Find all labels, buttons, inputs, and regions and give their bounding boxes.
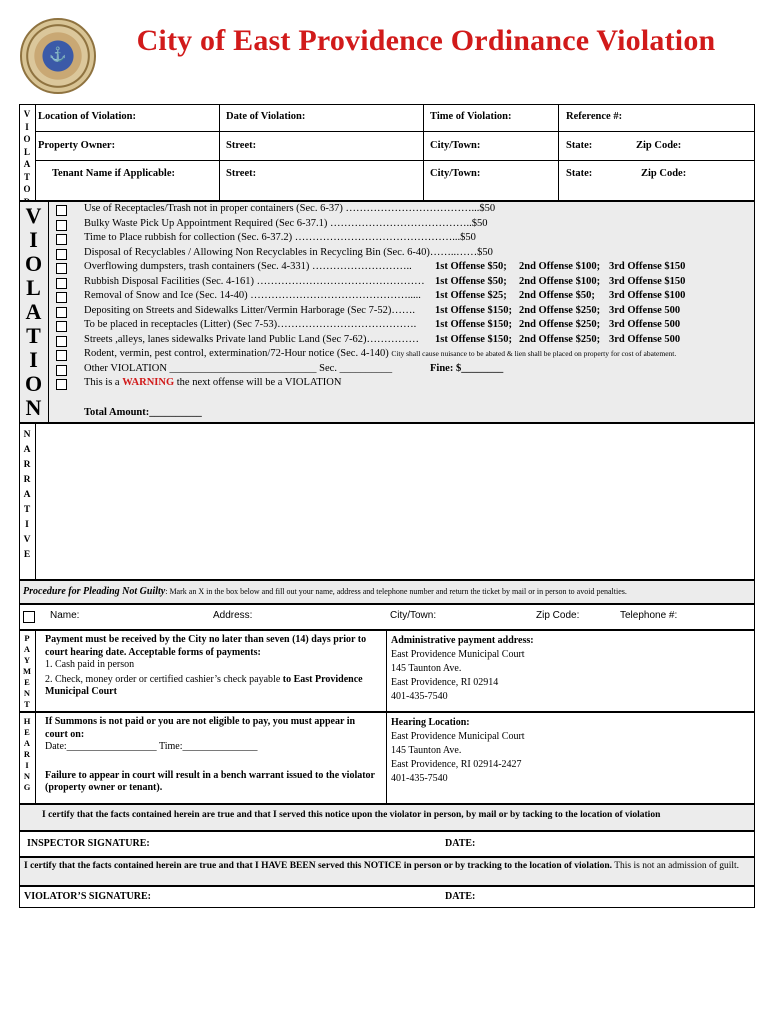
violation-item: [84, 247, 493, 258]
hearing-location-title: Hearing Location:: [391, 717, 470, 728]
plea-city-field[interactable]: City/Town:: [390, 610, 437, 621]
offense-o1: 1st Offense $150;: [435, 319, 512, 330]
hearing-date-time-field[interactable]: Date:__________________ Time:_______________: [45, 741, 258, 752]
procedure-text: [23, 586, 627, 597]
hearing-appear-text: If Summons is not paid or you are not eligible to pay, you must appear in court on:: [45, 716, 356, 740]
vertical-letter: T: [23, 505, 31, 515]
violation-text: Other VIOLATION ____________________________ Sec. __________: [84, 362, 393, 374]
payment-option-cash: 1. Cash paid in person: [45, 659, 135, 670]
hearing-vertical-label: [19, 716, 35, 793]
violation-checkbox[interactable]: [56, 205, 67, 216]
hearing-address-line-2: 145 Taunton Ave.: [391, 745, 462, 756]
inspector-date-field[interactable]: DATE:: [445, 838, 476, 849]
owner-zip-field[interactable]: Zip Code:: [636, 140, 682, 151]
time-of-violation-field[interactable]: Time of Violation:: [430, 111, 512, 122]
offense-o2: 2nd Offense $250;: [519, 304, 601, 316]
violation-checkbox[interactable]: [56, 292, 67, 303]
offense-o1: 1st Offense $50;: [435, 275, 507, 287]
violation-item: [84, 334, 419, 345]
violation-item: [84, 319, 416, 330]
payment-option-check-text: 2. Check, money order or certified cashier’s check payable: [45, 673, 281, 685]
violator-cert-statement: I certify that the facts contained herein are true and that I HAVE BEEN served this NOTICE in person or by tracking to the location of violation.: [24, 861, 613, 871]
payment-deadline-text: Payment must be received by the City no later than seven (14) days prior to court hearing date. Acceptable forms of payments:: [45, 634, 367, 658]
offense-o1: 1st Offense $150;: [435, 333, 512, 345]
vertical-letter: I: [25, 760, 29, 770]
tenant-name-field[interactable]: Tenant Name if Applicable:: [52, 168, 175, 179]
violator-date-field[interactable]: DATE:: [445, 891, 476, 902]
violation-text: This is a: [84, 377, 120, 388]
payment-payee: to East Providence Municipal Court: [45, 673, 363, 697]
violation-text: Streets ,alleys, lanes sidewalks Private land Public Land (Sec 7-62)……………: [84, 333, 420, 345]
violation-text: To be placed in receptacles (Litter) (Sec 7-53)………………………………….: [84, 319, 417, 330]
offense-o1: 1st Offense $150;: [435, 304, 512, 316]
violator-cert-disclaimer: This is not an admission of guilt.: [612, 861, 740, 871]
seal-emblem-icon: ⚓: [49, 48, 67, 63]
payment-vertical-label: [19, 633, 35, 710]
offense-o3: 3rd Offense 500: [609, 304, 681, 316]
violation-checkbox[interactable]: [56, 234, 67, 245]
vertical-letter: L: [23, 146, 30, 157]
vertical-letter: T: [26, 323, 41, 348]
violation-item: [84, 261, 412, 272]
offense-o2: 2nd Offense $100;: [519, 261, 601, 272]
not-guilty-checkbox[interactable]: [23, 611, 35, 623]
vertical-letter: A: [23, 490, 31, 500]
tenant-zip-field[interactable]: Zip Code:: [641, 168, 687, 179]
violation-checkbox[interactable]: [56, 321, 67, 332]
violation-text: Rubbish Disposal Facilities (Sec. 4-161) …………………………………………: [84, 275, 425, 287]
violation-vertical-label: [19, 204, 48, 420]
vertical-letter: L: [26, 275, 41, 300]
vertical-letter: N: [25, 395, 42, 420]
vertical-letter: O: [23, 134, 31, 144]
vertical-letter: T: [23, 171, 30, 182]
plea-telephone-field[interactable]: Telephone #:: [620, 610, 678, 621]
violation-item: [84, 348, 676, 359]
offense-o1: 1st Offense $25;: [435, 290, 507, 301]
fine-field[interactable]: Fine: $________: [430, 362, 504, 374]
procedure-title: Procedure for Pleading Not Guilty: [23, 586, 166, 597]
plea-address-field[interactable]: Address:: [213, 610, 253, 621]
page-title: City of East Providence Ordinance Violation: [136, 24, 716, 57]
offense-o2: 2nd Offense $250;: [519, 333, 601, 345]
offense-o1: 1st Offense $50;: [435, 261, 507, 272]
vertical-letter: I: [29, 347, 38, 372]
vertical-letter: A: [23, 644, 31, 654]
vertical-letter: M: [22, 666, 32, 676]
warning-text: the next offense will be a VIOLATION: [176, 377, 342, 388]
vertical-letter: T: [24, 699, 30, 709]
hearing-address-line-3: East Providence, RI 02914-2427: [391, 759, 522, 770]
vertical-letter: A: [23, 445, 31, 455]
hearing-instructions: [45, 716, 380, 795]
payment-address-line-3: East Providence, RI 02914: [391, 677, 499, 688]
vertical-letter: H: [23, 716, 31, 726]
violation-item: [84, 377, 341, 388]
violation-text: Disposal of Recyclables / Allowing Non Recyclables in Recycling Bin (Sec. 6-40)……..……$50: [84, 246, 493, 258]
vertical-letter: N: [23, 771, 31, 781]
vertical-letter: A: [25, 299, 42, 324]
payment-address-line-1: East Providence Municipal Court: [391, 649, 525, 660]
violator-signature-field[interactable]: VIOLATOR’S SIGNATURE:: [24, 891, 151, 902]
tenant-street-field[interactable]: Street:: [226, 168, 257, 179]
violation-item: [84, 276, 425, 287]
payment-address-title: Administrative payment address:: [391, 635, 534, 646]
total-amount-field[interactable]: Total Amount:__________: [84, 407, 202, 418]
vertical-letter: R: [23, 749, 31, 759]
plea-zip-field[interactable]: Zip Code:: [536, 610, 580, 621]
bench-warrant-warning: Failure to appear in court will result in a bench warrant issued to the violator (property owner or tenant).: [45, 769, 375, 793]
violation-text: Use of Receptacles/Trash not in proper containers (Sec. 6-37) ………………………………...$50: [84, 203, 496, 214]
narrative-vertical-label: [19, 428, 35, 563]
plea-name-field[interactable]: Name:: [50, 610, 80, 621]
abatement-note: City shall cause nuisance to be abated & lien shall be placed on property for cost of abatement.: [391, 349, 677, 358]
vertical-letter: Y: [23, 655, 31, 665]
violation-item: [84, 218, 487, 229]
vertical-letter: E: [24, 677, 30, 687]
violation-checkbox[interactable]: [56, 307, 67, 318]
reference-field[interactable]: Reference #:: [566, 111, 623, 122]
vertical-letter: O: [23, 184, 31, 194]
violation-text: Depositing on Streets and Sidewalks Litter/Vermin Harborage (Sec 7-52)…….: [84, 304, 415, 316]
violation-text: Overflowing dumpsters, trash containers (Sec. 4-331) ………………………..: [84, 261, 412, 272]
violation-checkbox[interactable]: [56, 278, 67, 289]
violation-checkbox[interactable]: [56, 350, 67, 361]
violator-vertical-label: [19, 108, 35, 208]
vertical-letter: R: [23, 460, 31, 470]
violator-certification: [24, 860, 749, 872]
vertical-letter: I: [25, 121, 29, 132]
payment-instructions: [45, 634, 380, 699]
vertical-letter: E: [24, 727, 30, 737]
owner-city-field[interactable]: City/Town:: [430, 140, 481, 151]
violation-item: [84, 290, 421, 301]
vertical-letter: I: [25, 520, 29, 530]
violation-text: Time to Place rubbish for collection (Sec. 6-37.2) ………………………………………...$50: [84, 232, 476, 243]
payment-address: [391, 634, 751, 704]
vertical-letter: O: [24, 371, 43, 396]
vertical-letter: E: [23, 550, 31, 560]
violation-text: Rodent, vermin, pest control, extermination/72-Hour notice (Sec. 4-140): [84, 348, 389, 359]
hearing-location: [391, 716, 751, 786]
tenant-state-field[interactable]: State:: [566, 168, 593, 179]
city-seal: [20, 18, 96, 94]
violation-text: Bulky Waste Pick Up Appointment Required (Sec 6-37.1) …………………………………..$50: [84, 217, 488, 229]
owner-street-field[interactable]: Street:: [226, 140, 257, 151]
offense-o2: 2nd Offense $100;: [519, 275, 601, 287]
vertical-letter: O: [24, 251, 43, 276]
location-of-violation-field[interactable]: Location of Violation:: [38, 111, 137, 122]
vertical-letter: R: [23, 475, 31, 485]
violation-checkbox[interactable]: [56, 379, 67, 390]
narrative-text-area[interactable]: [36, 424, 754, 579]
payment-option-check: [45, 674, 380, 699]
vertical-letter: G: [23, 782, 31, 792]
offense-o2: 2nd Offense $50;: [519, 290, 595, 301]
offense-o2: 2nd Offense $250;: [519, 319, 601, 330]
hearing-address-line-4: 401-435-7540: [391, 773, 448, 784]
vertical-letter: V: [23, 535, 31, 545]
hearing-address-line-1: East Providence Municipal Court: [391, 731, 525, 742]
vertical-letter: A: [23, 738, 31, 748]
violation-item: [84, 232, 476, 243]
payment-address-line-2: 145 Taunton Ave.: [391, 663, 462, 674]
violation-item: [84, 203, 495, 214]
payment-address-line-4: 401-435-7540: [391, 691, 448, 702]
vertical-letter: I: [29, 227, 38, 252]
vertical-letter: V: [25, 203, 42, 228]
violation-checkbox[interactable]: [56, 220, 67, 231]
violation-checkbox[interactable]: [56, 249, 67, 260]
inspector-signature-field[interactable]: INSPECTOR SIGNATURE:: [27, 838, 150, 849]
violation-text: Removal of Snow and Ice (Sec. 14-40) ……………………………………….....: [84, 290, 421, 301]
violation-checkbox[interactable]: [56, 365, 67, 376]
warning-label: WARNING: [122, 377, 175, 388]
inspector-certification: I certify that the facts contained herein are true and that I served this notice upon the violator in person, by mail or by tacking to the location of violation: [42, 810, 661, 820]
offense-o3: 3rd Offense $150: [609, 261, 686, 272]
vertical-letter: V: [23, 109, 31, 119]
offense-o3: 3rd Offense 500: [609, 319, 681, 330]
offense-o3: 3rd Offense 500: [609, 333, 681, 345]
vertical-letter: P: [24, 633, 30, 643]
date-of-violation-field[interactable]: Date of Violation:: [226, 111, 306, 122]
violation-checkbox[interactable]: [56, 263, 67, 274]
offense-o3: 3rd Offense $150: [609, 275, 686, 287]
vertical-letter: N: [23, 688, 31, 698]
owner-state-field[interactable]: State:: [566, 140, 593, 151]
violation-item: [84, 363, 392, 374]
property-owner-field[interactable]: Property Owner:: [38, 140, 116, 151]
tenant-city-field[interactable]: City/Town:: [430, 168, 481, 179]
violation-item: [84, 305, 415, 316]
procedure-instructions: : Mark an X in the box below and fill out your name, address and telephone number and return the ticket by mail or in person to avoid penalties.: [165, 587, 627, 596]
violation-checkbox[interactable]: [56, 336, 67, 347]
vertical-letter: A: [23, 159, 31, 169]
offense-o3: 3rd Offense $100: [609, 290, 686, 301]
vertical-letter: N: [23, 430, 31, 440]
